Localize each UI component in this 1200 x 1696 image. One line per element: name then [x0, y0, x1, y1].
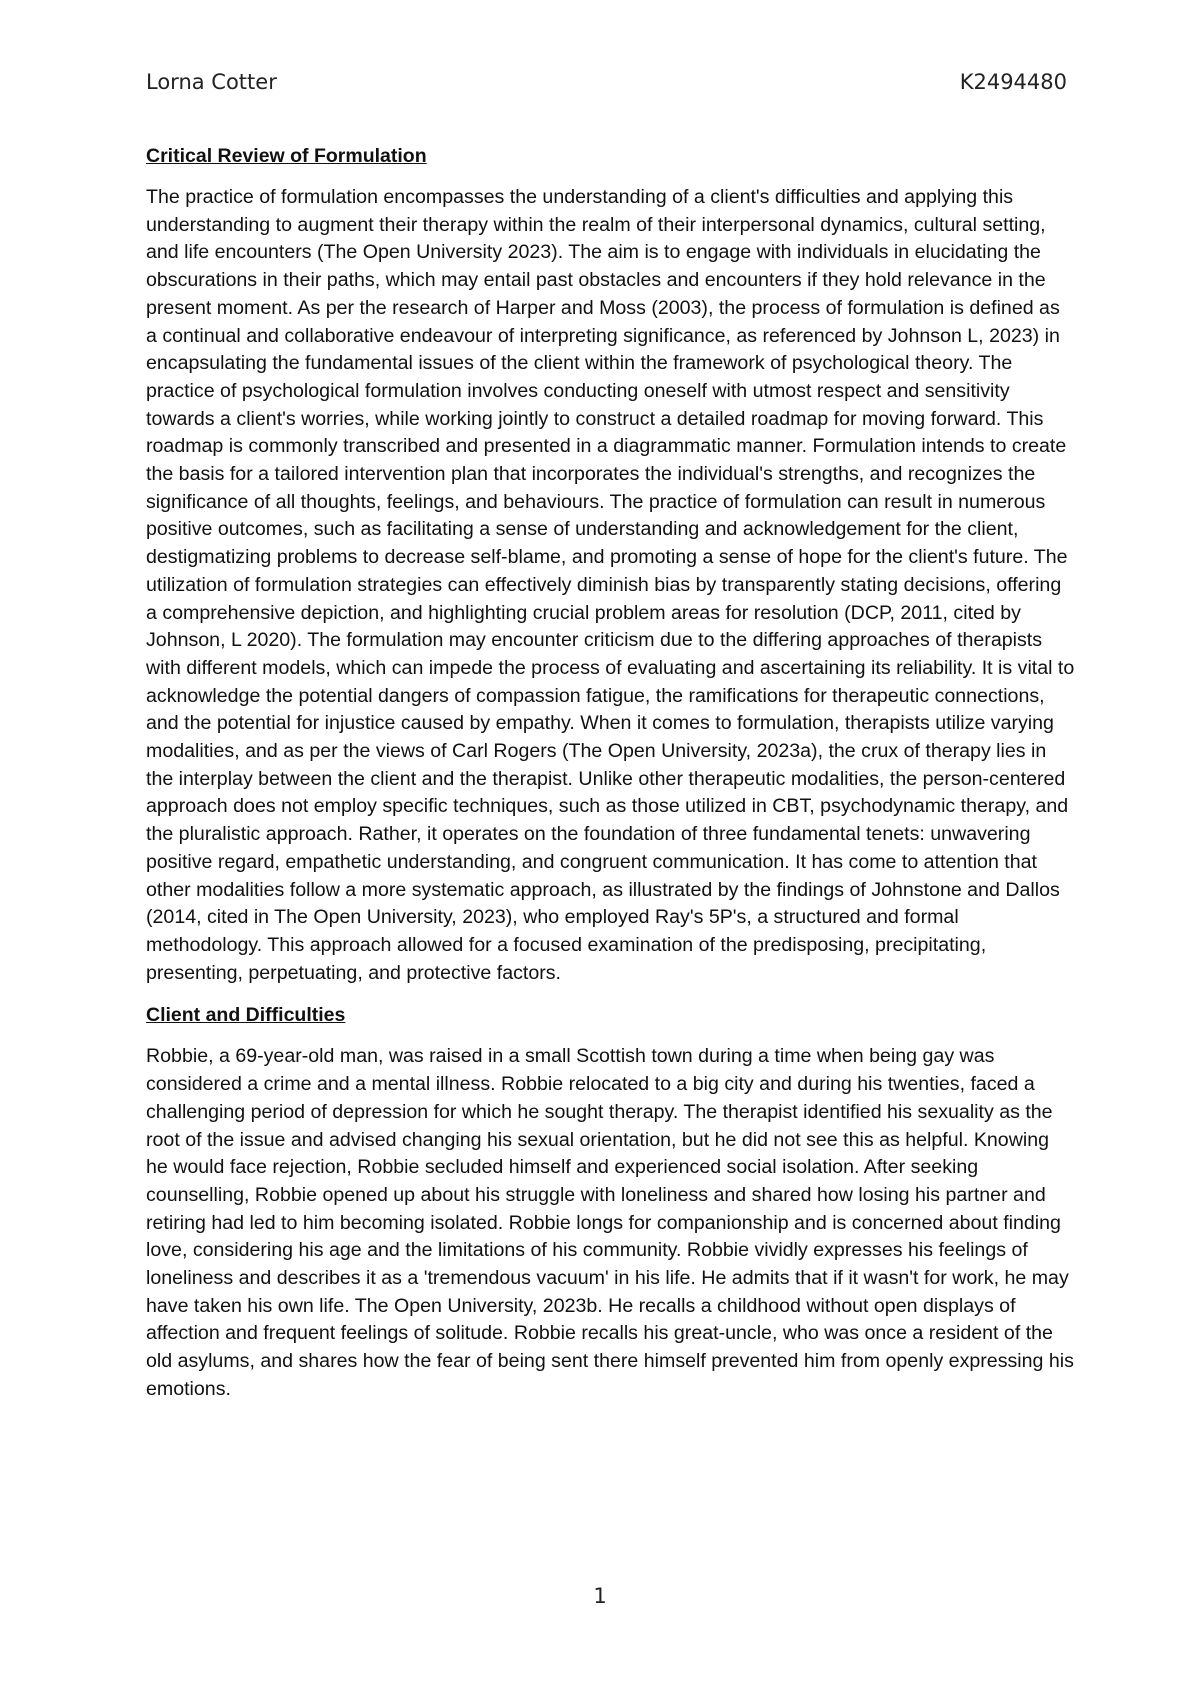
section-paragraph: Robbie, a 69-year-old man, was raised in a small Scottish town during a time when being gay was considered a crime and a mental illness. Robbie relocated to a big city and during his twenties, faced a challenging period of depression for which he sought therapy. The therapist identified his sexuality as the root of the issue and advised changing his sexual orientation, but he did not see this as helpful. Knowing he would face rejection, Robbie secluded himself and experienced social isolation. After seeking counselling, Robbie opened up about his struggle with loneliness and shared how losing his partner and retiring had led to him becoming isolated. Robbie longs for companionship and is concerned about finding love, considering his age and the limitations of his community. Robbie vividly expresses his feelings of loneliness and describes it as a 'tremendous vacuum' in his life. He admits that if it wasn't for work, he may have taken his own life. The Open University, 2023b. He recalls a childhood without open displays of affection and frequent feelings of solitude. Robbie recalls his great-uncle, who was once a resident of the old asylums, and shares how the fear of being sent there himself prevented him from openly expressing his emotions.	[146, 1045, 1074, 1400]
page-number: 1	[593, 1584, 607, 1608]
header-student-id: K2494480	[959, 70, 1067, 94]
section-heading: Client and Difficulties	[146, 1004, 346, 1027]
section-client-difficulties	[146, 1004, 1076, 1403]
header-author: Lorna Cotter	[146, 70, 277, 94]
section-critical-review	[146, 145, 1076, 987]
document-body	[146, 145, 1076, 1421]
section-heading: Critical Review of Formulation	[146, 145, 427, 167]
section-paragraph: The practice of formulation encompasses the understanding of a client's difficulties and applying this understanding to augment their therapy within the realm of their interpersonal dynamics, cultural setting, and life encounters (The Open University 2023). The aim is to engage with individuals in elucidating the obscurations in their paths, which may entail past obstacles and encounters if they hold relevance in the present moment. As per the research of Harper and Moss (2003), the process of formulation is defined as a continual and collaborative endeavour of interpreting significance, as referenced by Johnson L, 2023) in encapsulating the fundamental issues of the client within the framework of psychological theory. The practice of psychological formulation involves conducting oneself with utmost respect and sensitivity towards a client's worries, while working jointly to construct a detailed roadmap for moving forward. This roadmap is commonly transcribed and presented in a diagrammatic manner. Formulation intends to create the basis for a tailored intervention plan that incorporates the individual's strengths, and recognizes the significance of all thoughts, feelings, and behaviours. The practice of formulation can result in numerous positive outcomes, such as facilitating a sense of understanding and acknowledgement for the client, destigmatizing problems to decrease self-blame, and promoting a sense of hope for the client's future. The utilization of formulation strategies can effectively diminish bias by transparently stating decisions, offering a comprehensive depiction, and highlighting crucial problem areas for resolution (DCP, 2011, cited by Johnson, L 2020). The formulation may encounter criticism due to the differing approaches of therapists with different models, which can impede the process of evaluating and ascertaining its reliability. It is vital to acknowledge the potential dangers of compassion fatigue, the ramifications for therapeutic connections, and the potential for injustice caused by empathy. When it comes to formulation, therapists utilize varying modalities, and as per the views of Carl Rogers (The Open University, 2023a), the crux of therapy lies in the interplay between the client and the therapist. Unlike other therapeutic modalities, the person-centered approach does not employ specific techniques, such as those utilized in CBT, psychodynamic therapy, and the pluralistic approach. Rather, it operates on the foundation of three fundamental tenets: unwavering positive regard, empathetic understanding, and congruent communication. It has come to attention that other modalities follow a more systematic approach, as illustrated by the findings of Johnstone and Dallos (2014, cited in The Open University, 2023), who employed Ray's 5P's, a structured and formal methodology. This approach allowed for a focused examination of the predisposing, precipitating, presenting, perpetuating, and protective factors.	[146, 186, 1075, 984]
